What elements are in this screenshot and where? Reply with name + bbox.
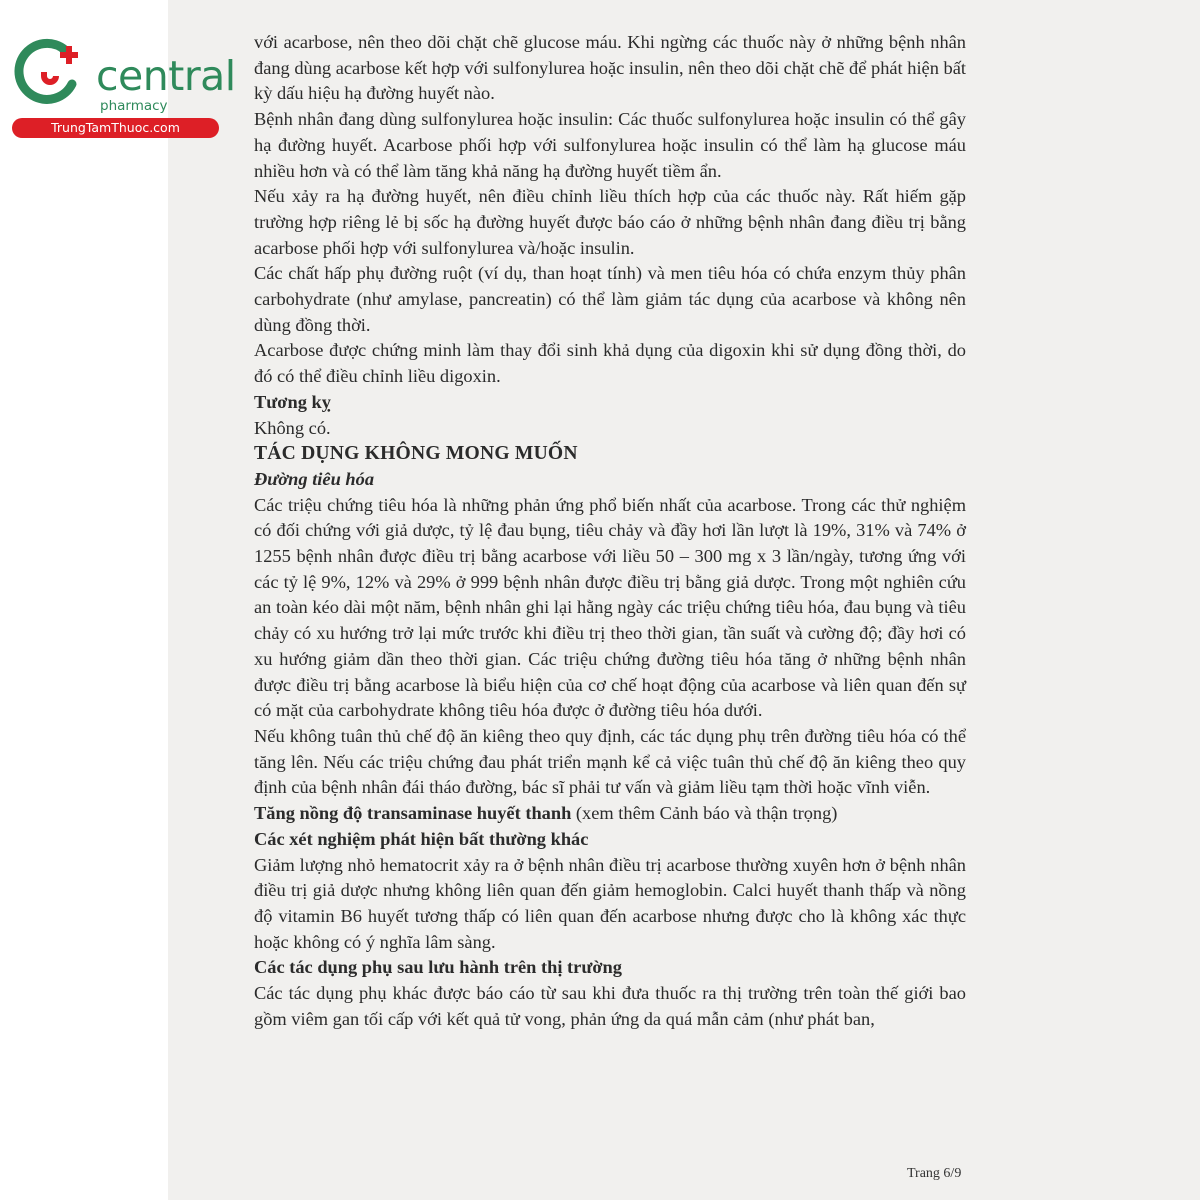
paragraph: với acarbose, nên theo dõi chặt chẽ glucose máu. Khi ngừng các thuốc này ở những bệnh nhân đang dùng acarbose kết hợp với sulfonylurea hoặc insulin, nên theo dõi chặt chẽ để phát hiện bất kỳ dấu hiệu hạ đường huyết nào. xyxy=(254,32,966,104)
paragraph: Nếu không tuân thủ chế độ ăn kiêng theo quy định, các tác dụng phụ trên đường tiêu hóa có thể tăng lên. Nếu các triệu chứng đau phát triển mạnh kể cả việc tuân thủ chế độ ăn kiêng theo quy định của bệnh nhân đái tháo đường, bác sĩ phải tư vấn và giảm liều tạm thời hoặc vĩnh viễn. xyxy=(254,725,966,798)
paragraph: Các triệu chứng tiêu hóa là những phản ứng phổ biến nhất của acarbose. Trong các thử nghiệm có đối chứng với giả dược, tỷ lệ đau bụng, tiêu chảy và đầy hơi lần lượt là 19%, 31% và 74% ở 1255 bệnh nhân được điều trị bằng acarbose với liều 50 – 300 mg x 3 lần/ngày, tương ứng với các tỷ lệ 9%, 12% và 29% ở 999 bệnh nhân được điều trị bằng giả dược. Trong một nghiên cứu an toàn kéo dài một năm, bệnh nhân ghi lại hằng ngày các triệu chứng tiêu hóa, đau bụng và tiêu chảy có xu hướng trở lại mức trước khi điều trị theo thời gian, tần suất và cường độ; đầy hơi có xu hướng giảm dần theo thời gian. Các triệu chứng đường tiêu hóa tăng ở những bệnh nhân được điều trị bằng acarbose là biểu hiện của cơ chế hoạt động của acarbose và liên quan đến sự có mặt của carbohydrate không tiêu hóa được ở đường tiêu hóa dưới. xyxy=(254,494,966,721)
brand-logo xyxy=(10,34,236,139)
section-heading-tuong-ky: Tương kỵ xyxy=(254,391,331,412)
paragraph: Giảm lượng nhỏ hematocrit xảy ra ở bệnh nhân điều trị acarbose thường xuyên hơn ở bệnh nhân điều trị giả dược nhưng không liên quan đến giảm hemoglobin. Calci huyết thanh thấp và nồng độ vitamin B6 huyết tương thấp có liên quan đến acarbose nhưng được cho là không xác thực hoặc không có ý nghĩa lâm sàng. xyxy=(254,854,966,952)
paragraph: Các chất hấp phụ đường ruột (ví dụ, than hoạt tính) và men tiêu hóa có chứa enzym thủy phân carbohydrate (như amylase, pancreatin) có thể làm giảm tác dụng của acarbose và không nên dùng đồng thời. xyxy=(254,263,966,335)
page-number: Trang 6/9 xyxy=(907,1166,962,1181)
subheading-xet-nghiem: Các xét nghiệm phát hiện bất thường khác xyxy=(254,828,589,849)
subheading-sau-luu-hanh: Các tác dụng phụ sau lưu hành trên thị trường xyxy=(254,957,622,978)
paragraph: Các tác dụng phụ khác được báo cáo từ sau khi đưa thuốc ra thị trường trên toàn thế giới bao gồm viêm gan tối cấp với kết quả tử vong, phản ứng da quá mẫn cảm (như phát ban, xyxy=(254,983,966,1029)
brand-subname: pharmacy xyxy=(100,98,168,114)
subheading-transaminase-note: (xem thêm Cảnh báo và thận trọng) xyxy=(571,803,838,824)
paragraph: Không có. xyxy=(254,417,331,438)
subheading-duong-tieu-hoa: Đường tiêu hóa xyxy=(254,468,375,489)
central-pharmacy-logo-icon xyxy=(10,34,90,114)
paragraph: Nếu xảy ra hạ đường huyết, nên điều chỉnh liều thích hợp của các thuốc này. Rất hiếm gặp trường hợp riêng lẻ bị sốc hạ đường huyết được báo cáo ở những bệnh nhân đang điều trị bằng acarbose phối hợp với sulfonylurea và/hoặc insulin. xyxy=(254,186,966,258)
subheading-transaminase-title: Tăng nồng độ transaminase huyết thanh xyxy=(254,803,572,824)
paragraph: Bệnh nhân đang dùng sulfonylurea hoặc insulin: Các thuốc sulfonylurea hoặc insulin có thể gây hạ đường huyết. Acarbose phối hợp với sulfonylurea hoặc insulin có thể làm hạ glucose máu nhiều hơn và có thể làm tăng khả năng hạ đường huyết tiềm ẩn. xyxy=(254,109,966,181)
subheading-transaminase xyxy=(254,801,966,827)
brand-name: central xyxy=(96,52,236,100)
section-heading-tac-dung: TÁC DỤNG KHÔNG MONG MUỐN xyxy=(254,443,578,465)
document-body xyxy=(254,30,966,1032)
paragraph: Acarbose được chứng minh làm thay đổi sinh khả dụng của digoxin khi sử dụng đồng thời, do đó có thể điều chỉnh liều digoxin. xyxy=(254,340,966,387)
brand-website-badge: TrungTamThuoc.com xyxy=(12,118,219,138)
